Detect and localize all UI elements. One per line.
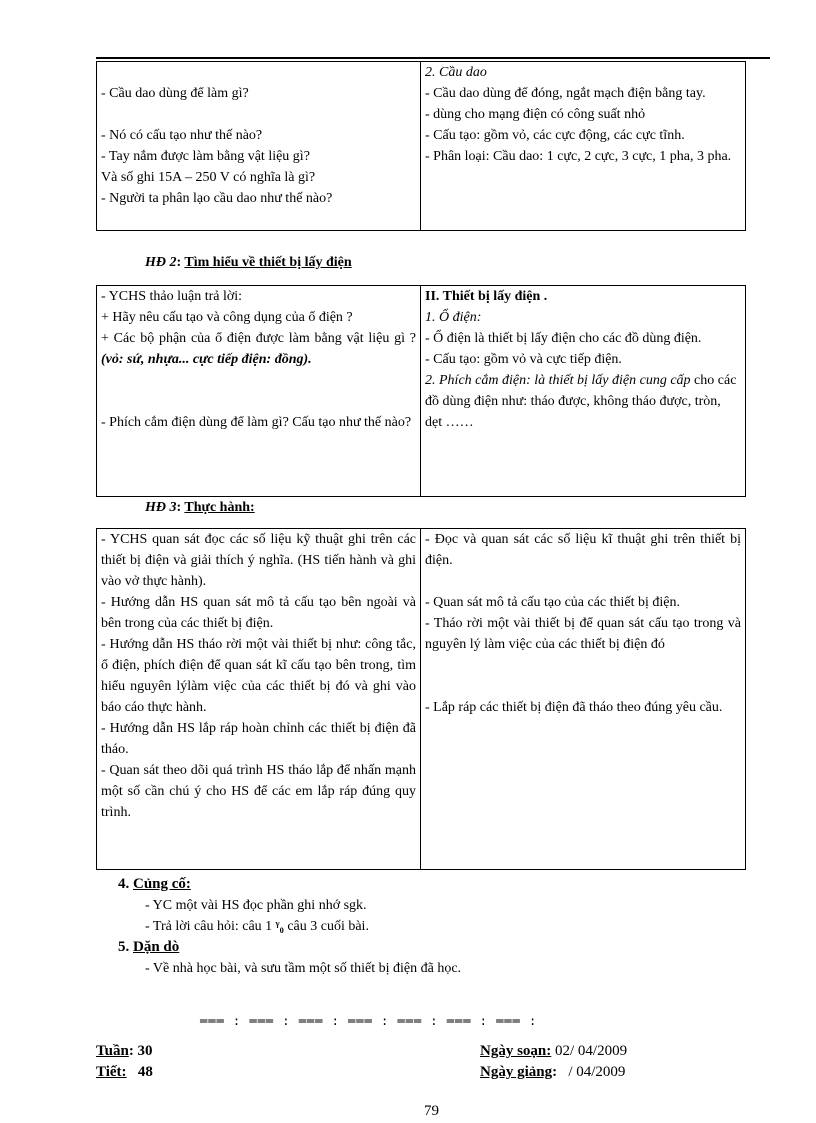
period-info: Tiết: 48 xyxy=(96,1064,153,1080)
paragraph: - Phân loại: Cầu dao: 1 cực, 2 cực, 3 cực, 1 pha, 3 pha. xyxy=(425,149,732,164)
table-thiet-bi-lay-dien xyxy=(96,285,746,497)
sub-title: 1. Ổ điện: xyxy=(425,310,482,325)
teach-date: Ngày giảng: / 04/2009 xyxy=(480,1064,626,1080)
paragraph: - YCHS quan sát đọc các số liệu kỹ thuật ghi trên các thiết bị điện và giải thích ý nghĩa. (HS tiến hành và ghi vào vở thực hành). xyxy=(101,532,416,589)
paragraph: - Cấu tạo: gồm vỏ, các cực động, các cực tĩnh. xyxy=(425,128,685,143)
dan-do-line: - Về nhà học bài, và sưu tầm một số thiết bị điện đã học. xyxy=(145,961,462,976)
paragraph: - Hướng dẫn HS lắp ráp hoàn chỉnh các thiết bị điện đã tháo. xyxy=(101,721,416,757)
question-line: - Cầu dao dùng để làm gì? xyxy=(101,86,249,101)
paragraph: - Quan sát theo dõi quá trình HS tháo lắp để nhấn mạnh một số cần chú ý cho HS để các em lắp ráp đúng quy trình. xyxy=(101,763,416,820)
hd2-heading: HĐ 2: Tìm hiểu về thiết bị lấy điện xyxy=(145,255,352,270)
paragraph: - Ổ điện là thiết bị lấy điện cho các đồ dùng điện. xyxy=(425,331,702,346)
hd3-label: HĐ 3 xyxy=(145,500,177,515)
paragraph: + Các bộ phận của ổ điện được làm bằng vật liệu gì ? (vỏ: sứ, nhựa... cực tiếp điện: đồng). xyxy=(101,331,416,367)
teacher-column xyxy=(97,286,421,497)
separator-line: ═══ : ═══ : ═══ : ═══ : ═══ : ═══ : ═══ : xyxy=(200,1014,538,1028)
content-column xyxy=(421,286,746,497)
table-thuc-hanh xyxy=(96,528,746,870)
question-line: Và số ghi 15A – 250 V có nghĩa là gì? xyxy=(101,170,316,185)
hd2-title: Tìm hiểu về thiết bị lấy điện xyxy=(184,255,352,270)
cung-co-line: - YC một vài HS đọc phần ghi nhớ sgk. xyxy=(145,898,367,913)
week-info: Tuần: 30 xyxy=(96,1043,153,1059)
teacher-column xyxy=(97,529,421,870)
paragraph: - Hướng dẫn HS quan sát mô tả cấu tạo bên ngoài và bên trong của các thiết bị điện. xyxy=(101,595,416,631)
paragraph: + Hãy nêu cấu tạo và công dụng của ổ điện ? xyxy=(101,310,353,325)
page-number: 79 xyxy=(424,1103,439,1119)
teacher-column xyxy=(97,62,421,231)
paragraph: - dùng cho mạng điện có công suất nhỏ xyxy=(425,107,646,122)
symbol-glyph: ᵞ₀ xyxy=(275,919,284,934)
paragraph: - Tháo rời một vài thiết bị để quan sát cấu tạo trong và nguyên lý làm việc của các thiết bị điện đó xyxy=(425,616,741,652)
header-rule xyxy=(96,57,770,59)
section-title: II. Thiết bị lấy điện . xyxy=(425,289,548,304)
question-line: - Nó có cấu tạo như thế nào? xyxy=(101,128,263,143)
section-title: 2. Cầu dao xyxy=(425,65,487,80)
cung-co-heading: 4. Củng cố: xyxy=(118,876,191,892)
paragraph: - Lắp ráp các thiết bị điện đã tháo theo đúng yêu cầu. xyxy=(425,700,723,715)
paragraph: - Quan sát mô tả cấu tạo của các thiết bị điện. xyxy=(425,595,681,610)
paragraph: - Đọc và quan sát các số liệu kĩ thuật ghi trên thiết bị điện. xyxy=(425,532,741,568)
hd3-heading: HĐ 3: Thực hành: xyxy=(145,500,255,515)
hd3-title: Thực hành: xyxy=(184,500,255,515)
table-cau-dao xyxy=(96,61,746,231)
hd2-label: HĐ 2 xyxy=(145,255,177,270)
paragraph: - YCHS thảo luận trả lời: xyxy=(101,289,243,304)
content-column xyxy=(421,529,746,870)
question-line: - Tay nắm được làm bằng vật liệu gì? xyxy=(101,149,310,164)
cung-co-line: - Trả lời câu hỏi: câu 1 ᵞ₀ câu 3 cuối bài. xyxy=(145,919,369,934)
content-column xyxy=(421,62,746,231)
paragraph: - Cấu tạo: gồm vỏ và cực tiếp điện. xyxy=(425,352,622,367)
paragraph: - Cầu dao dùng để đóng, ngắt mạch điện bằng tay. xyxy=(425,86,706,101)
dan-do-heading: 5. Dặn dò xyxy=(118,939,180,955)
question-line: - Người ta phân lạo cầu dao như thế nào? xyxy=(101,191,333,206)
paragraph: 2. Phích cắm điện: là thiết bị lấy điện cung cấp cho các đồ dùng điện như: tháo được, không tháo được, tròn, dẹt …… xyxy=(425,373,737,430)
prepare-date: Ngày soạn: 02/ 04/2009 xyxy=(480,1043,628,1059)
paragraph: - Phích cắm điện dùng để làm gì? Cấu tạo như thế nào? xyxy=(101,415,412,430)
paragraph: - Hướng dẫn HS tháo rời một vài thiết bị như: công tắc, ổ điện, phích điện để quan sát kĩ cấu tạo bên trong, tìm hiểu nguyên lýlàm việc của các thiết bị đó và ghi vào báo cáo thực hành. xyxy=(101,637,416,715)
